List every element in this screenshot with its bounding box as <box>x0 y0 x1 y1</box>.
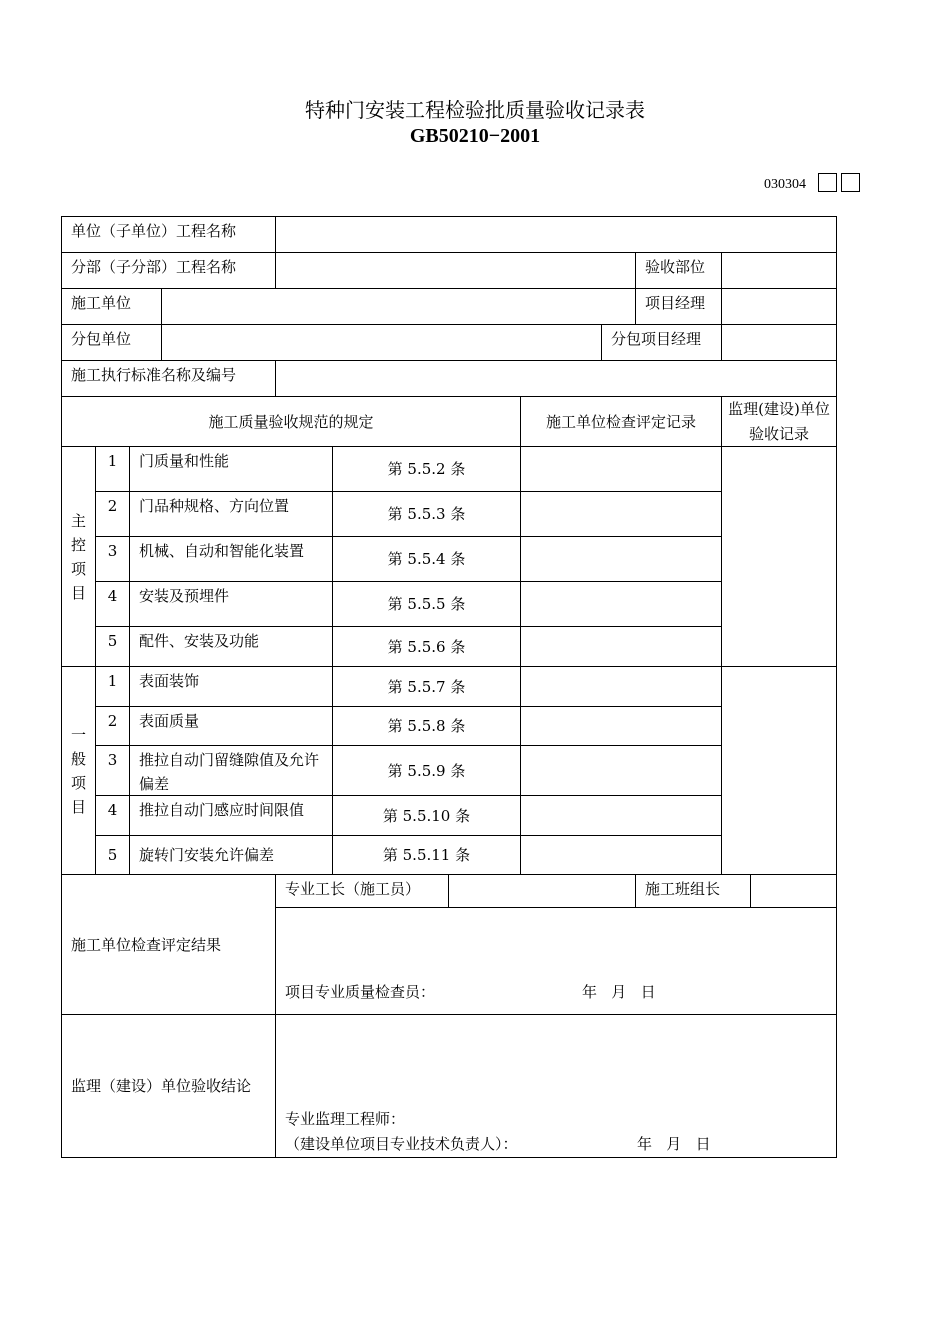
main-items-supervisor-record[interactable] <box>721 446 837 667</box>
inspector-label: 项目专业质量检查员： <box>285 983 436 1001</box>
general-item-5-no: 5 <box>95 835 130 875</box>
unit-project-label: 单位（子单位）工程名称 <box>61 216 276 253</box>
project-manager-field[interactable] <box>721 288 837 325</box>
general-item-3-record[interactable] <box>520 745 722 796</box>
supervising-engineer-label: 专业监理工程师： <box>285 1110 406 1128</box>
general-item-1-clause: 第 5.5.7 条 <box>332 666 521 707</box>
general-item-1-record[interactable] <box>520 666 722 707</box>
inspection-form-table <box>62 217 838 1159</box>
supervisor-conclusion-label: 监理（建设）单位验收结论 <box>61 1014 276 1158</box>
general-item-5-clause: 第 5.5.11 条 <box>332 835 521 875</box>
general-item-2-clause: 第 5.5.8 条 <box>332 706 521 746</box>
main-item-2-record[interactable] <box>520 491 722 537</box>
sub-project-field[interactable] <box>275 252 636 289</box>
main-item-4-name: 安装及预埋件 <box>129 581 333 627</box>
general-items-supervisor-record[interactable] <box>721 666 837 875</box>
supervisor-record-header: 监理(建设)单位验收记录 <box>721 396 837 447</box>
form-code: 030304 <box>764 177 806 192</box>
main-item-1-clause: 第 5.5.2 条 <box>332 446 521 492</box>
subcontractor-label: 分包单位 <box>61 324 162 361</box>
general-items-group-label <box>61 666 96 875</box>
contractor-record-header: 施工单位检查评定记录 <box>520 396 722 447</box>
general-item-4-clause: 第 5.5.10 条 <box>332 795 521 836</box>
general-item-4-record[interactable] <box>520 795 722 836</box>
main-item-4-clause: 第 5.5.5 条 <box>332 581 521 627</box>
general-item-2-record[interactable] <box>520 706 722 746</box>
supervisor-date-label: 年 月 日 <box>637 1135 711 1153</box>
general-item-3-no: 3 <box>95 745 130 796</box>
general-item-1-no: 1 <box>95 666 130 707</box>
main-item-5-no: 5 <box>95 626 130 667</box>
general-item-4-no: 4 <box>95 795 130 836</box>
acceptance-part-field[interactable] <box>721 252 837 289</box>
contractor-result-label: 施工单位检查评定结果 <box>61 874 276 1015</box>
owner-technical-lead-label: （建设单位项目专业技术负责人）： <box>285 1135 518 1153</box>
general-item-2-no: 2 <box>95 706 130 746</box>
contractor-label: 施工单位 <box>61 288 162 325</box>
sub-project-label: 分部（子分部）工程名称 <box>61 252 276 289</box>
project-manager-label: 项目经理 <box>635 288 722 325</box>
main-item-5-record[interactable] <box>520 626 722 667</box>
main-item-2-clause: 第 5.5.3 条 <box>332 491 521 537</box>
main-item-4-record[interactable] <box>520 581 722 627</box>
main-items-group-label <box>61 446 96 667</box>
standard-code: GB50210−2001 <box>409 125 541 147</box>
supervisor-conclusion-area[interactable] <box>275 1014 837 1158</box>
main-item-4-no: 4 <box>95 581 130 627</box>
unit-project-field[interactable] <box>275 216 837 253</box>
team-leader-field[interactable] <box>750 874 837 908</box>
contractor-field[interactable] <box>161 288 636 325</box>
general-item-1-name: 表面装饰 <box>129 666 333 707</box>
sub-project-manager-field[interactable] <box>721 324 837 361</box>
main-item-2-name: 门品种规格、方向位置 <box>129 491 333 537</box>
general-item-5-name: 旋转门安装允许偏差 <box>129 835 333 875</box>
main-item-1-name: 门质量和性能 <box>129 446 333 492</box>
main-item-5-clause: 第 5.5.6 条 <box>332 626 521 667</box>
general-items-label-text: 一般项目 <box>70 725 86 816</box>
main-item-3-record[interactable] <box>520 536 722 582</box>
general-item-3-clause: 第 5.5.9 条 <box>332 745 521 796</box>
contractor-result-area[interactable] <box>275 907 837 1015</box>
code-box-1[interactable] <box>818 173 837 192</box>
foreman-label: 专业工长（施工员） <box>275 874 449 908</box>
general-item-4-name: 推拉自动门感应时间限值 <box>129 795 333 836</box>
acceptance-part-label: 验收部位 <box>635 252 722 289</box>
spec-column-header: 施工质量验收规范的规定 <box>61 396 521 447</box>
main-item-1-no: 1 <box>95 446 130 492</box>
main-item-3-clause: 第 5.5.4 条 <box>332 536 521 582</box>
contractor-date-label: 年 月 日 <box>582 983 656 1001</box>
code-box-2[interactable] <box>841 173 860 192</box>
main-item-1-record[interactable] <box>520 446 722 492</box>
general-item-5-record[interactable] <box>520 835 722 875</box>
sub-project-manager-label: 分包项目经理 <box>601 324 722 361</box>
main-item-3-no: 3 <box>95 536 130 582</box>
standard-field[interactable] <box>275 360 837 397</box>
main-items-label-text: 主控项目 <box>70 511 86 602</box>
team-leader-label: 施工班组长 <box>635 874 751 908</box>
standard-label: 施工执行标准名称及编号 <box>61 360 276 397</box>
main-item-3-name: 机械、自动和智能化装置 <box>129 536 333 582</box>
general-item-3-name: 推拉自动门留缝隙值及允许偏差 <box>129 745 333 796</box>
foreman-field[interactable] <box>448 874 636 908</box>
main-item-2-no: 2 <box>95 491 130 537</box>
general-item-2-name: 表面质量 <box>129 706 333 746</box>
form-title: 特种门安装工程检验批质量验收记录表 <box>305 98 645 122</box>
subcontractor-field[interactable] <box>161 324 602 361</box>
main-item-5-name: 配件、安装及功能 <box>129 626 333 667</box>
